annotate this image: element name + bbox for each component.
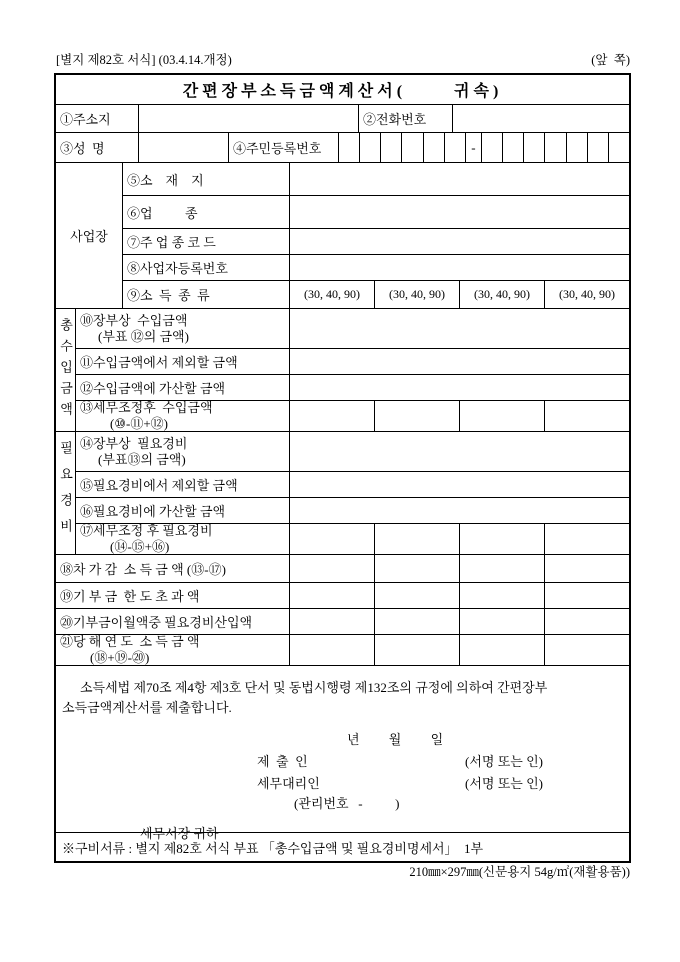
entry-cell [290, 609, 374, 634]
name-label: ③성 명 [56, 133, 139, 162]
revenue-row-label: ⑪수입금액에서 제외할 금액 [76, 349, 290, 374]
form-title: 간편장부소득금액계산서( 귀속) [182, 83, 503, 100]
rrn-digit-box [566, 133, 587, 162]
entry-cell [290, 401, 374, 431]
entry-cell [544, 401, 629, 431]
entry-cell [290, 524, 374, 554]
entry-cell [374, 524, 459, 554]
agent-sign: (서명 또는 인) [465, 776, 543, 791]
rrn-digit-box [481, 133, 502, 162]
phone-value-cell [453, 105, 629, 132]
business-section-label: 사업장 [56, 163, 123, 308]
revenue-row-label: ⑬세무조정후 수입금액 (⑩-⑪+⑫) [76, 401, 290, 431]
income-type-option: (30, 40, 90) [459, 281, 544, 308]
rrn-separator: - [465, 133, 481, 162]
rrn-digit-box [423, 133, 444, 162]
required-documents-note: ※구비서류 : 별지 제82호 서식 부표 「총수입금액 및 필요경비명세서」 1부 [62, 840, 484, 856]
form-code-note: [별지 제82호 서식] (03.4.14.개정) [56, 53, 232, 67]
entry-cell [544, 555, 629, 582]
entry-cell [290, 229, 629, 254]
entry-cell [290, 498, 629, 523]
rrn-digit-box [608, 133, 629, 162]
entry-cell [544, 609, 629, 634]
revenue-row-label: ⑫수입금액에 가산할 금액 [76, 375, 290, 400]
date-line: 년 월 일 [347, 732, 444, 747]
entry-cell [459, 635, 544, 665]
entry-cell [290, 375, 629, 400]
declaration-text: 소득세법 제70조 제4항 제3호 단서 및 동법시행령 제132조의 규정에 의하여 간편장부 [80, 680, 548, 695]
rrn-digit-box [587, 133, 608, 162]
summary-row-label: ⑳기부금이월액중 필요경비산입액 [56, 609, 290, 634]
declaration-text: 소득금액계산서를 제출합니다. [62, 700, 232, 715]
income-type-option: (30, 40, 90) [374, 281, 459, 308]
expense-row-label: ⑯필요경비에 가산할 금액 [76, 498, 290, 523]
management-number: (관리번호 - ) [294, 796, 400, 811]
entry-cell [290, 349, 629, 374]
entry-cell [290, 635, 374, 665]
paper-spec-note: 210㎜×297㎜(신문용지 54g/㎡(재활용품)) [409, 865, 630, 879]
rrn-digit-box [502, 133, 523, 162]
entry-cell [374, 609, 459, 634]
submitter-label: 제 출 인 [257, 754, 308, 769]
entry-cell [544, 524, 629, 554]
entry-cell [544, 635, 629, 665]
expense-row-label: ⑭장부상 필요경비 (부표⑬의 금액) [76, 432, 290, 471]
expense-row-label: ⑮필요경비에서 제외할 금액 [76, 472, 290, 497]
business-row-label: ⑨소 득 종 류 [123, 281, 290, 308]
entry-cell [459, 583, 544, 608]
rrn-digit-box [401, 133, 422, 162]
entry-cell [459, 524, 544, 554]
business-row-label: ⑤소 재 지 [123, 163, 290, 195]
expense-section-label: 필요경비 [56, 432, 76, 554]
expense-row-label: ⑰세무조정 후 필요경비 (⑭-⑮+⑯) [76, 524, 290, 554]
entry-cell [290, 583, 374, 608]
page-side-note: (앞 쪽) [591, 53, 630, 67]
entry-cell [459, 555, 544, 582]
rrn-digit-box [339, 133, 359, 162]
address-value-cell [139, 105, 359, 132]
name-value-cell [139, 133, 229, 162]
entry-cell [374, 635, 459, 665]
entry-cell [290, 472, 629, 497]
business-row-label: ⑥업 종 [123, 196, 290, 228]
summary-row-label: ⑱차 가 감 소 득 금 액 (⑬-⑰) [56, 555, 290, 582]
rrn-input-area [339, 133, 629, 162]
entry-cell [290, 196, 629, 228]
entry-cell [290, 163, 629, 195]
entry-cell [459, 401, 544, 431]
revenue-row-label: ⑩장부상 수입금액 (부표 ⑫의 금액) [76, 309, 290, 348]
recipient: 세무서장 귀하 [140, 826, 219, 841]
entry-cell [374, 555, 459, 582]
address-label: ①주소지 [56, 105, 139, 132]
submitter-sign: (서명 또는 인) [465, 754, 543, 769]
entry-cell [374, 583, 459, 608]
business-row-label: ⑧사업자등록번호 [123, 255, 290, 280]
rrn-label: ④주민등록번호 [229, 133, 339, 162]
summary-row-label: ⑲기 부 금 한 도 초 과 액 [56, 583, 290, 608]
income-type-option: (30, 40, 90) [544, 281, 629, 308]
phone-label: ②전화번호 [359, 105, 453, 132]
rrn-digit-box [444, 133, 465, 162]
entry-cell [290, 555, 374, 582]
agent-label: 세무대리인 [257, 776, 320, 791]
rrn-digit-box [523, 133, 544, 162]
entry-cell [290, 255, 629, 280]
entry-cell [374, 401, 459, 431]
business-row-label: ⑦주 업 종 코 드 [123, 229, 290, 254]
entry-cell [290, 309, 629, 348]
income-calculation-form [54, 73, 631, 863]
rrn-digit-box [544, 133, 565, 162]
entry-cell [290, 432, 629, 471]
entry-cell [544, 583, 629, 608]
rrn-digit-box [359, 133, 380, 162]
entry-cell [459, 609, 544, 634]
rrn-digit-box [380, 133, 401, 162]
income-type-option: (30, 40, 90) [304, 287, 360, 301]
summary-row-label: ㉑당 해 연 도 소 득 금 액 (⑱+⑲-⑳) [56, 635, 290, 665]
revenue-section-label: 총수입금액 [56, 309, 76, 431]
declaration-block [56, 666, 629, 841]
